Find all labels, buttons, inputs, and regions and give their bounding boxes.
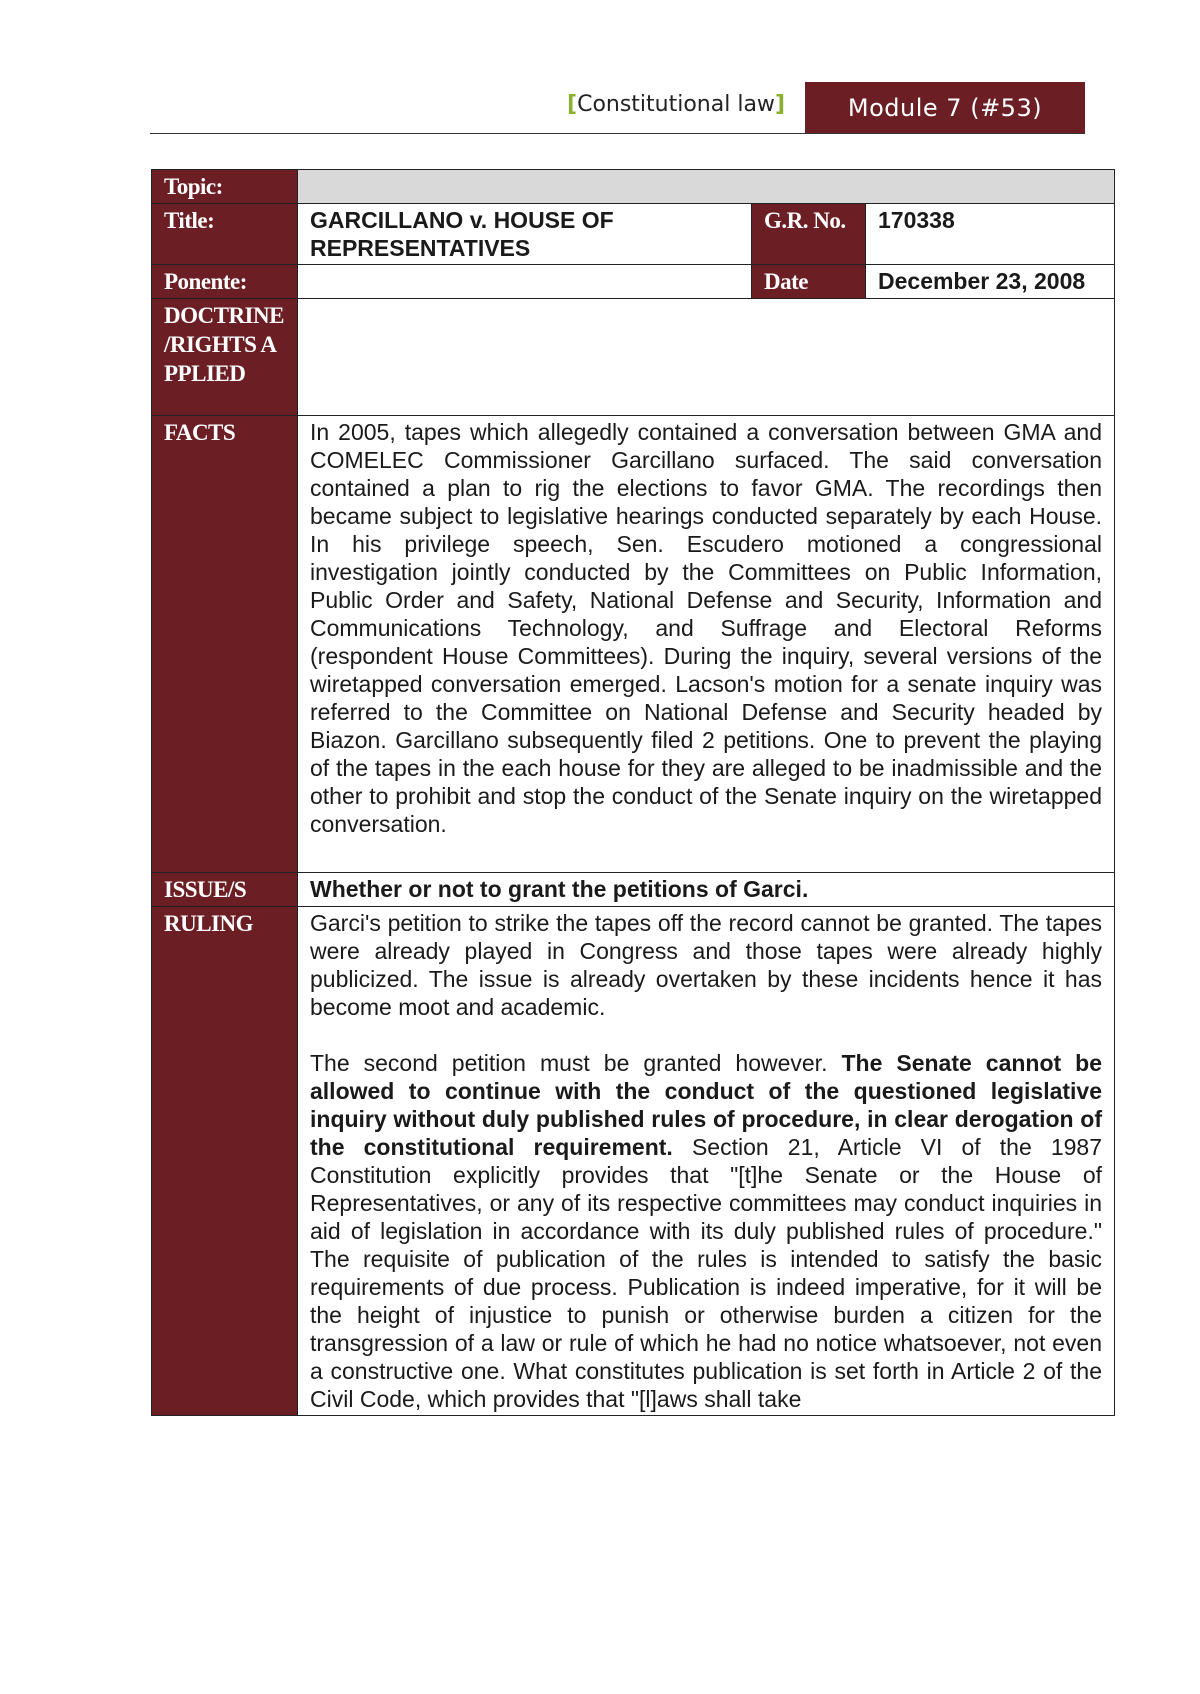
date-value: December 23, 2008 [866, 265, 1115, 299]
ponente-value [298, 265, 752, 299]
header-divider [150, 133, 1085, 134]
ruling-p2-intro: The second petition must be granted however. [310, 1050, 842, 1076]
doctrine-value [298, 299, 1115, 416]
ruling-p2-holding: The Senate cannot be allowed to continue with the conduct of the questioned legislative inquiry without duly published rules of procedure, in clear derogation of the constitutional requirement. [310, 1050, 1103, 1160]
module-badge [805, 82, 1085, 134]
ruling-p2-rest: Section 21, Article VI of the 1987 Constitution explicitly provides that "[t]he Senate or the House of Representatives, or any of its respective committees may conduct inquiries in aid of legislation in accordance with its duly published rules of procedure." The requisite of publication of the rules is intended to satisfy the basic requirements of due process. Publication is indeed imperative, for it will be the height of injustice to punish or otherwise burden a citizen for the transgression of a law or rule of which he had no notice whatsoever, not even a constructive one. What constitutes publication is set forth in Article 2 of the Civil Code, which provides that "[l]aws shall take [310, 1134, 1103, 1412]
ponente-label: Ponente: [152, 265, 298, 299]
title-label: Title: [152, 204, 298, 265]
ponente-row [152, 265, 1115, 299]
facts-cell [298, 416, 1115, 873]
topic-value [298, 170, 1115, 204]
doctrine-label: DOCTRINE /RIGHTS APPLIED [152, 299, 298, 416]
facts-label: FACTS [152, 416, 298, 873]
facts-text: In 2005, tapes which allegedly contained a conversation between GMA and COMELEC Commissioner Garcillano surfaced. The said conversation contained a plan to rig the elections to favor GMA. The recordings then became subject to legislative hearings conducted separately by each House. In his privilege speech, Sen. Escudero motioned a congressional investigation jointly conducted by the Committees on Public Information, Public Order and Safety, National Defense and Security, Information and Communications Technology, and Suffrage and Electoral Reforms (respondent House Committees). During the inquiry, several versions of the wiretapped conversation emerged. Lacson's motion for a senate inquiry was referred to the Committee on National Defense and Security headed by Biazon. Garcillano subsequently filed 2 petitions. One to prevent the playing of the tapes in the each house for they are alleged to be inadmissible and the other to prohibit and stop the conduct of the Senate inquiry on the wiretapped conversation. [310, 419, 1103, 837]
gr-no-label: G.R. No. [752, 204, 866, 265]
title-value: GARCILLANO v. HOUSE OF REPRESENTATIVES [298, 204, 752, 265]
page-header [150, 82, 1085, 134]
ruling-paragraph-2 [310, 1049, 1102, 1413]
ruling-paragraph-1: Garci's petition to strike the tapes off the record cannot be granted. The tapes were already played in Congress and those tapes were already highly publicized. The issue is already overtaken by these incidents hence it has become moot and academic. [310, 910, 1103, 1020]
ruling-label: RULING [152, 907, 298, 1416]
date-label: Date [752, 265, 866, 299]
bracket-open: [ [567, 92, 578, 117]
bracket-close: ] [774, 92, 785, 117]
issues-text: Whether or not to grant the petitions of Garci. [298, 873, 1115, 907]
issues-label: ISSUE/S [152, 873, 298, 907]
facts-row [152, 416, 1115, 873]
doctrine-row [152, 299, 1115, 416]
paragraph-gap [310, 1021, 1102, 1049]
module-label: Module 7 (#53) [847, 94, 1043, 122]
gr-no-value: 170338 [866, 204, 1115, 265]
ruling-cell [298, 907, 1115, 1416]
subject-heading [567, 92, 785, 117]
topic-label: Topic: [152, 170, 298, 204]
subject-label: Constitutional law [577, 92, 775, 117]
ruling-row [152, 907, 1115, 1416]
title-row [152, 204, 1115, 265]
case-digest-table [151, 169, 1115, 1416]
topic-row [152, 170, 1115, 204]
issues-row [152, 873, 1115, 907]
